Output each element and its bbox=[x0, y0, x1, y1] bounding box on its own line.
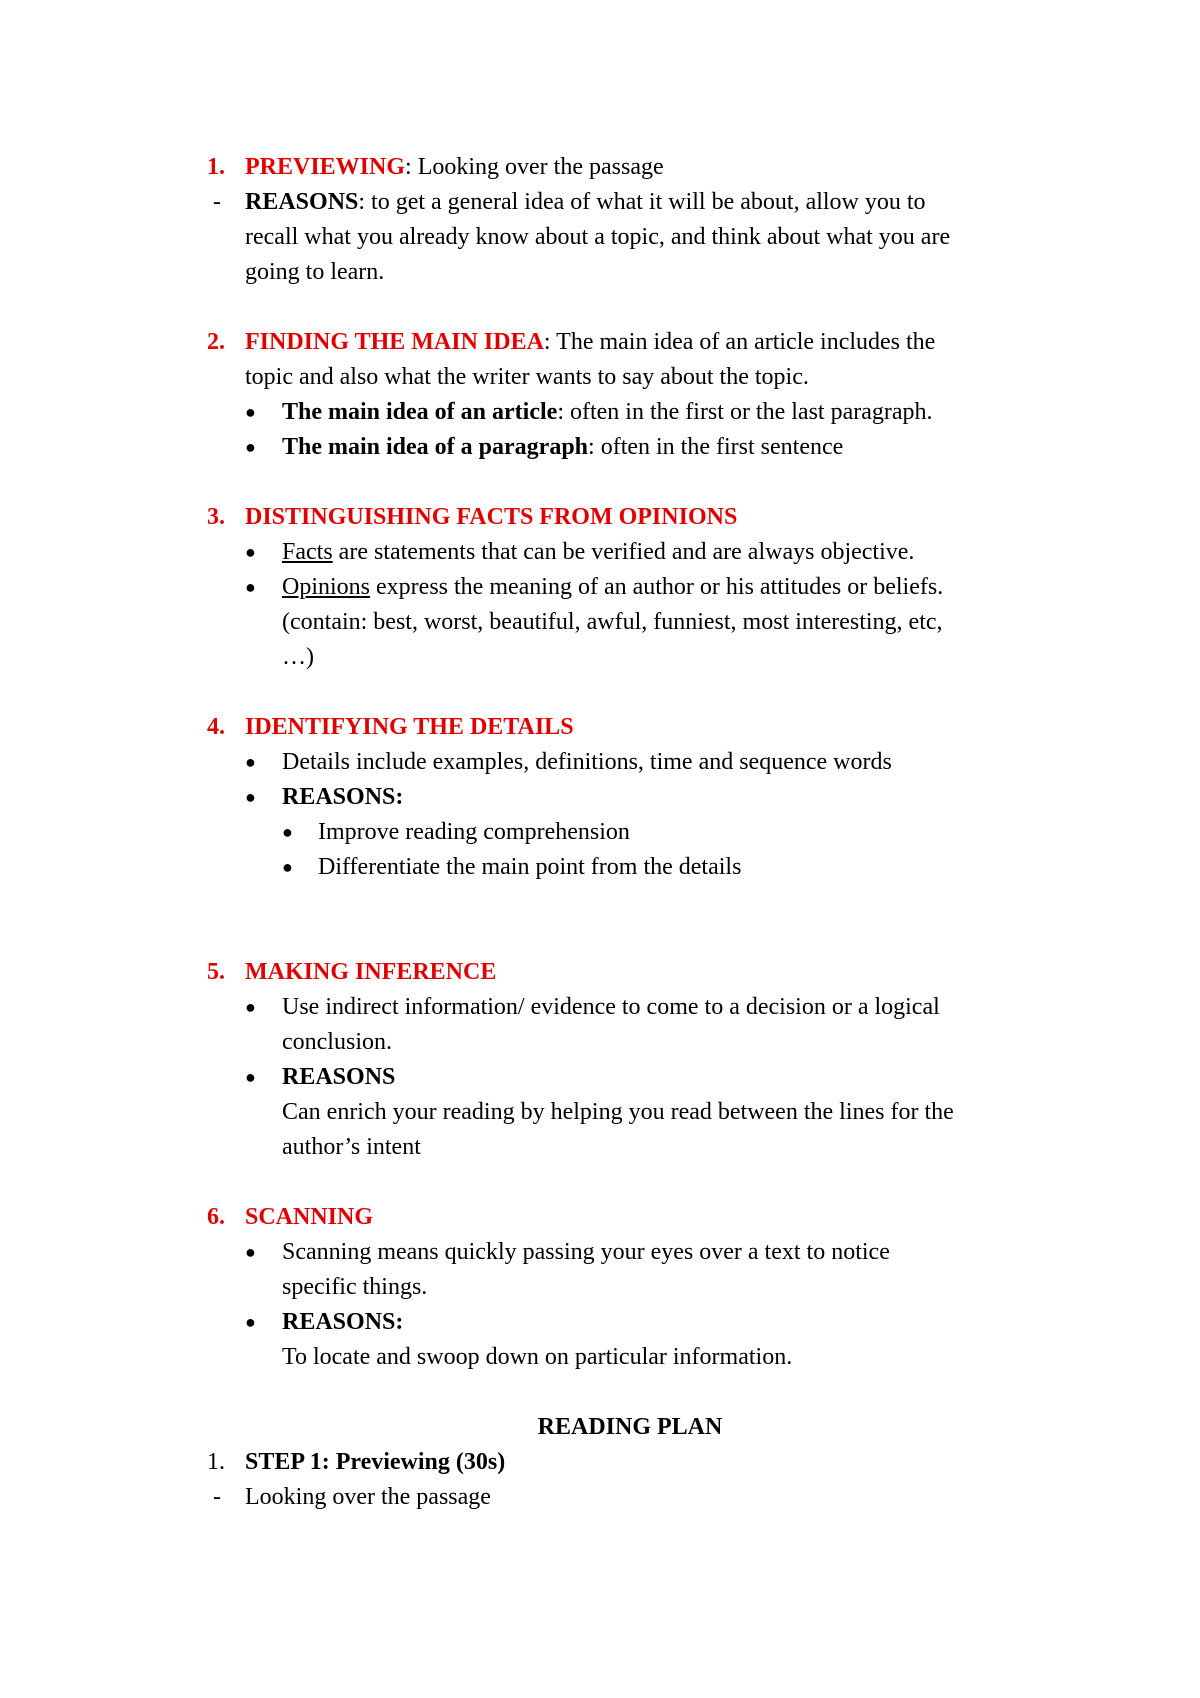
section-1-reasons-line bbox=[245, 185, 926, 220]
section-2-heading-line bbox=[245, 325, 935, 360]
bullet-icon: ● bbox=[245, 402, 256, 422]
reading-plan-step-label: STEP 1: Previewing (30s) bbox=[245, 1449, 506, 1475]
bullet-icon: ● bbox=[245, 1242, 256, 1262]
bullet-icon: ● bbox=[245, 1067, 256, 1087]
reading-plan-title: READING PLAN bbox=[537, 1414, 723, 1440]
section-2-line-2: topic and also what the writer wants to say about the topic. bbox=[245, 364, 809, 390]
bullet-icon: ● bbox=[245, 787, 256, 807]
bullet-icon: ● bbox=[245, 577, 256, 597]
section-5-bullet-2-text-2: Can enrich your reading by helping you read between the lines for the bbox=[282, 1099, 954, 1125]
section-2-bullet-1-bold: The main idea of an article bbox=[282, 399, 558, 425]
section-3-bullet-2-underline: Opinions bbox=[282, 574, 371, 600]
section-2-bullet-2 bbox=[282, 430, 843, 465]
sub-bullet-icon: ● bbox=[282, 857, 293, 877]
section-4-heading: IDENTIFYING THE DETAILS bbox=[245, 714, 574, 740]
section-3-bullet-2 bbox=[282, 570, 943, 605]
section-3-bullet-1-text: are statements that can be verified and are always objective. bbox=[332, 539, 915, 565]
bullet-icon: ● bbox=[245, 437, 256, 457]
section-3-bullet-2-text-3: …) bbox=[282, 644, 314, 670]
section-5-number: 5. bbox=[207, 959, 225, 985]
section-6-bullet-2: REASONS: bbox=[282, 1309, 404, 1335]
section-5-heading: MAKING INFERENCE bbox=[245, 959, 497, 985]
section-2-heading: FINDING THE MAIN IDEA bbox=[245, 329, 544, 355]
section-6-heading: SCANNING bbox=[245, 1204, 374, 1230]
dash-marker: - bbox=[213, 1484, 221, 1510]
sub-bullet-icon: ● bbox=[282, 822, 293, 842]
section-2-bullet-1-text: : often in the first or the last paragraph. bbox=[557, 399, 933, 425]
section-3-bullet-2-text: express the meaning of an author or his attitudes or beliefs. bbox=[370, 574, 944, 600]
section-1-reasons-text-3: going to learn. bbox=[245, 259, 385, 285]
section-6-bullet-2-text-2: To locate and swoop down on particular information. bbox=[282, 1344, 793, 1370]
section-2-heading-suffix: : The main idea of an article includes the bbox=[543, 329, 936, 355]
section-1-heading-line bbox=[245, 150, 664, 185]
reading-plan-step-detail: Looking over the passage bbox=[245, 1484, 491, 1510]
bullet-icon: ● bbox=[245, 752, 256, 772]
section-4-sub-bullet-1: Improve reading comprehension bbox=[318, 819, 630, 845]
section-3-heading: DISTINGUISHING FACTS FROM OPINIONS bbox=[245, 504, 738, 530]
section-3-bullet-1-underline: Facts bbox=[282, 539, 333, 565]
section-4-bullet-2: REASONS: bbox=[282, 784, 404, 810]
section-3-number: 3. bbox=[207, 504, 225, 530]
section-5-bullet-2: REASONS bbox=[282, 1064, 396, 1090]
section-6-bullet-1: Scanning means quickly passing your eyes over a text to notice bbox=[282, 1239, 890, 1265]
bullet-icon: ● bbox=[245, 542, 256, 562]
section-2-number: 2. bbox=[207, 329, 225, 355]
bullet-icon: ● bbox=[245, 1312, 256, 1332]
section-1-heading-suffix: : Looking over the passage bbox=[405, 154, 664, 180]
section-1-reasons-text-1: : to get a general idea of what it will be about, allow you to bbox=[358, 189, 926, 215]
section-5-bullet-2-text-3: author’s intent bbox=[282, 1134, 421, 1160]
section-4-bullet-1: Details include examples, definitions, time and sequence words bbox=[282, 749, 892, 775]
section-1-reasons-label: REASONS bbox=[245, 189, 359, 215]
section-5-bullet-1: Use indirect information/ evidence to come to a decision or a logical bbox=[282, 994, 940, 1020]
reading-plan-step-number: 1. bbox=[207, 1449, 225, 1475]
dash-marker: - bbox=[213, 189, 221, 215]
section-4-sub-bullet-2: Differentiate the main point from the details bbox=[318, 854, 742, 880]
section-1-number: 1. bbox=[207, 154, 225, 180]
bullet-icon: ● bbox=[245, 997, 256, 1017]
section-2-bullet-2-text: : often in the first sentence bbox=[588, 434, 844, 460]
section-3-bullet-2-text-2: (contain: best, worst, beautiful, awful, funniest, most interesting, etc, bbox=[282, 609, 943, 635]
section-4-number: 4. bbox=[207, 714, 225, 740]
section-2-bullet-1 bbox=[282, 395, 933, 430]
section-2-bullet-2-bold: The main idea of a paragraph bbox=[282, 434, 589, 460]
section-1-reasons-text-2: recall what you already know about a topic, and think about what you are bbox=[245, 224, 951, 250]
section-6-number: 6. bbox=[207, 1204, 225, 1230]
section-1-heading: PREVIEWING bbox=[245, 154, 406, 180]
section-3-bullet-1 bbox=[282, 535, 914, 570]
section-6-bullet-1-text-2: specific things. bbox=[282, 1274, 428, 1300]
section-5-bullet-1-text-2: conclusion. bbox=[282, 1029, 392, 1055]
